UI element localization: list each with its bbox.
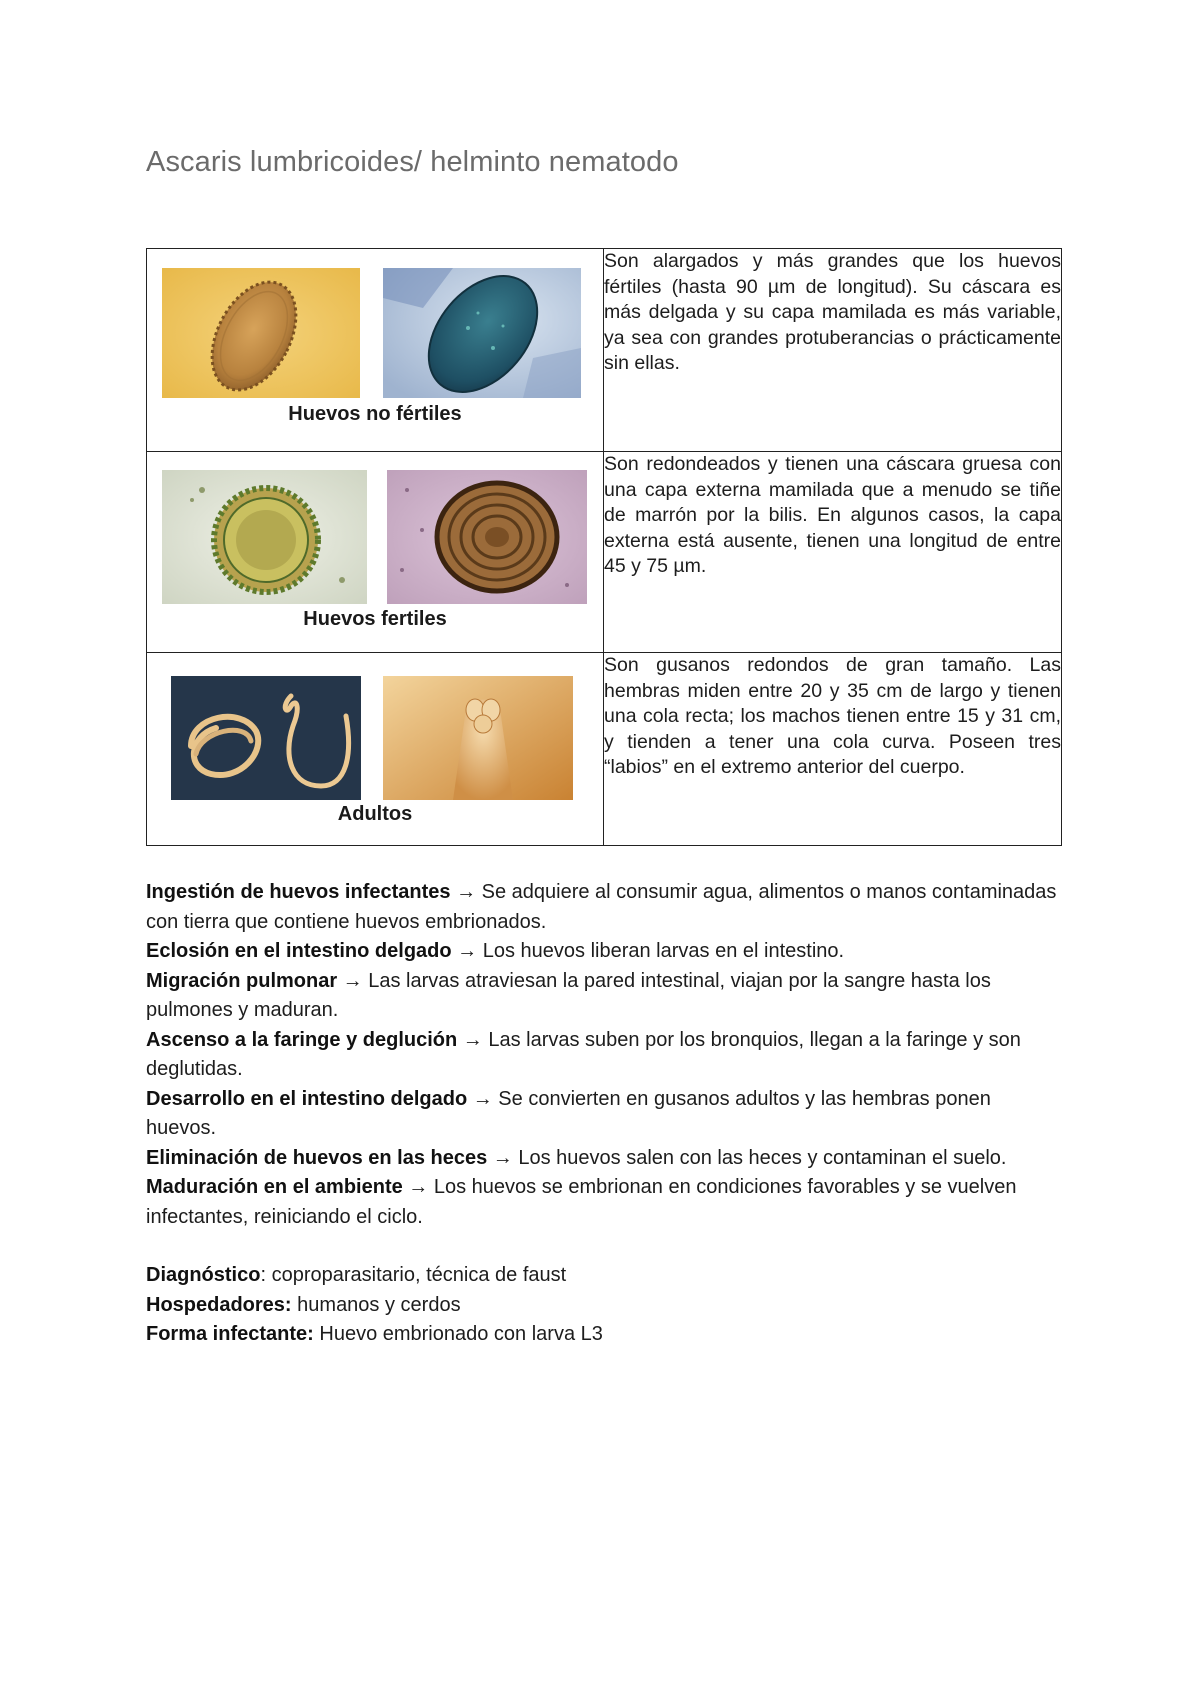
cycle-step-term: Ingestión de huevos infectantes (146, 881, 451, 903)
cycle-step-text: Se convierten en gusanos adultos y las hembras ponen huevos. (146, 1087, 991, 1139)
cycle-step (146, 878, 1066, 937)
cycle-step-text: Los huevos salen con las heces y contaminan el suelo. (518, 1146, 1007, 1169)
arrow: → (402, 1176, 434, 1198)
row-caption: Adultos (337, 803, 413, 825)
description-cell: Son redondeados y tienen una cáscara gruesa con una capa externa mamilada que a menudo se tiñe de marrón por la bilis. En algunos casos, la capa externa está ausente, tienen una longitud de entre 45 y 75 µm. (604, 452, 1062, 653)
arrow: → (450, 881, 482, 903)
cycle-step-term: Ascenso a la faringe y deglución (146, 1028, 458, 1051)
table-row (147, 653, 1062, 846)
page-title: Ascaris lumbricoides/ helminto nematodo (146, 146, 679, 178)
cycle-step-text: Las larvas suben por los bronquios, llegan a la faringe y son deglutidas. (146, 1028, 1021, 1080)
fertile-egg-photo-green (162, 470, 367, 604)
row-caption: Huevos fertiles (303, 608, 447, 630)
cycle-step-text: Las larvas atraviesan la pared intestinal, viajan por la sangre hasta los pulmones y maduran. (146, 969, 991, 1021)
cycle-step-text: Se adquiere al consumir agua, alimentos o manos contaminadas con tierra que contiene huevos embrionados. (146, 881, 1057, 933)
cycle-step-term: Desarrollo en el intestino delgado (146, 1087, 468, 1110)
adult-worms-photo (171, 676, 361, 800)
cycle-step-term: Eliminación de huevos en las heces (146, 1146, 488, 1169)
arrow: → (337, 969, 369, 992)
cycle-step (146, 937, 1066, 967)
info-table (146, 248, 1062, 846)
arrow: → (457, 1028, 489, 1051)
description-cell: Son alargados y más grandes que los huevos fértiles (hasta 90 µm de longitud). Su cáscara es más delgada y su capa mamilada es más variable, ya sea con grandes protuberancias o prácticamente sin ellas. (604, 249, 1062, 452)
table-row (147, 249, 1062, 452)
fertile-egg-photo-purple (387, 470, 587, 604)
cycle-step-term: Migración pulmonar (146, 969, 338, 992)
fact-term: Forma infectante: (146, 1323, 314, 1345)
fact-text: coproparasitario, técnica de faust (271, 1264, 567, 1286)
cycle-step-text: Los huevos se embrionan en condiciones favorables y se vuelven infectantes, reiniciando el ciclo. (146, 1176, 1017, 1228)
cycle-step (146, 967, 1066, 1026)
table-row (147, 452, 1062, 653)
fact-text: humanos y cerdos (297, 1293, 461, 1316)
cycle-step-term: Eclosión en el intestino delgado (146, 940, 452, 962)
infertile-egg-photo-blue (383, 268, 581, 398)
cycle-step (146, 1173, 1066, 1232)
image-cell (147, 452, 604, 653)
body-text (146, 878, 1066, 1350)
fact-line (146, 1320, 1066, 1350)
arrow: → (451, 940, 483, 962)
fact-line (146, 1291, 1066, 1321)
cycle-step (146, 1144, 1066, 1174)
fact-text: Huevo embrionado con larva L3 (319, 1323, 603, 1345)
cycle-step-text: Los huevos liberan larvas en el intestino. (482, 940, 845, 962)
separator: : (260, 1264, 272, 1286)
image-cell (147, 653, 604, 846)
description-cell: Son gusanos redondos de gran tamaño. Las hembras miden entre 20 y 35 cm de largo y tienen una cola recta; los machos tienen entre 15 y 31 cm, y tienden a tener una cola curva. Poseen tres “labios” en el extremo anterior del cuerpo. (604, 653, 1062, 846)
cycle-step (146, 1026, 1066, 1085)
cycle-step-term: Maduración en el ambiente (146, 1176, 403, 1198)
infertile-egg-photo-yellow (162, 268, 360, 398)
arrow: → (467, 1087, 499, 1110)
image-cell (147, 249, 604, 452)
cycle-step (146, 1085, 1066, 1144)
fact-line (146, 1261, 1066, 1291)
fact-term: Diagnóstico (146, 1264, 261, 1286)
fact-term: Hospedadores: (146, 1293, 292, 1316)
arrow: → (487, 1146, 519, 1169)
row-caption: Huevos no fértiles (288, 403, 462, 425)
worm-head-photo (383, 676, 573, 800)
